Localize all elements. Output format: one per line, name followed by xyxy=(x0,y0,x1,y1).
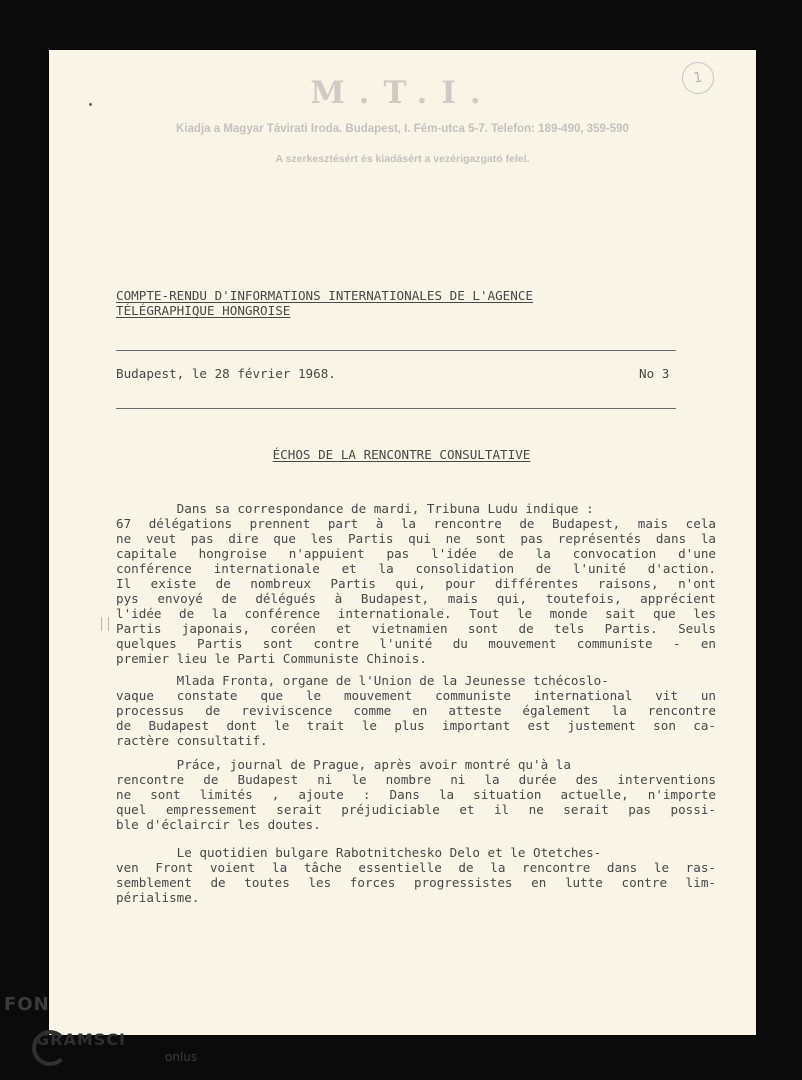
paragraph-2 xyxy=(116,673,716,748)
text-line: Partis japonais, coréen et vietnamien sont de tels Partis. Seuls xyxy=(116,621,716,636)
text-line: ven Front voient la tâche essentielle de la rencontre dans le ras- xyxy=(116,860,716,875)
text-line: périalisme. xyxy=(116,890,200,905)
letterhead-responsibility: A szerkesztésért és kiadásért a vezérigazgató felel. xyxy=(275,153,530,165)
text-line: conférence internationale et la consolidation de l'unité d'action. xyxy=(116,561,716,576)
document-title-line-1: COMPTE-RENDU D'INFORMATIONS INTERNATIONALES DE L'AGENCE xyxy=(116,288,534,303)
text-line: de Budapest dont le trait le plus important est justement son ca- xyxy=(116,718,716,733)
text-line: semblement de toutes les forces progressistes en lutte contre lim- xyxy=(116,875,716,890)
text-line: Dans sa correspondance de mardi, Tribuna Ludu indique : xyxy=(116,501,594,516)
text-line: quelques Partis sont contre l'unité du mouvement communiste - en xyxy=(116,636,716,651)
text-line: 67 délégations prennent part à la rencontre de Budapest, mais cela xyxy=(116,516,716,531)
document-title-line-2: TÉLÉGRAPHIQUE HONGROISE xyxy=(116,303,291,318)
text-line: vaque constate que le mouvement communiste international vit un xyxy=(116,688,716,703)
text-line: Mlada Fronta, organe de l'Union de la Jeunesse tchécoslo- xyxy=(116,673,609,688)
text-line: ractère consultatif. xyxy=(116,733,268,748)
text-line: ble d'éclaircir les doutes. xyxy=(116,817,321,832)
text-line: Le quotidien bulgare Rabotnitchesko Delo et le Otetches- xyxy=(116,845,602,860)
text-line: ne veut pas dire que les Partis qui ne sont pas représentés dans la xyxy=(116,531,716,546)
paragraph-4 xyxy=(116,845,716,905)
document-page xyxy=(49,50,756,1035)
text-line: ne sont limités , ajoute : Dans la situation actuelle, n'importe xyxy=(116,787,716,802)
watermark-fondazione: FON xyxy=(4,994,50,1015)
page-number-stamp: 1 xyxy=(680,60,716,96)
text-line: l'idée de la conférence internationale. Tout le monde sait que les xyxy=(116,606,716,621)
text-line: processus de reviviscence comme en atteste également la rencontre xyxy=(116,703,716,718)
text-line: Il existe de nombreux Partis qui, pour différentes raisons, n'ont xyxy=(116,576,716,591)
text-line: pys envoyé de délégués à Budapest, mais qui, toutefois, apprécient xyxy=(116,591,716,606)
rule-top xyxy=(116,350,676,351)
mti-logo: M.T.I. xyxy=(310,75,495,111)
text-line: Práce, journal de Prague, après avoir montré qu'à la xyxy=(116,757,571,772)
dateline: Budapest, le 28 février 1968. xyxy=(116,366,336,381)
text-line: quel empressement serait préjudiciable et il ne serait pas possi- xyxy=(116,802,716,817)
issue-number: No 3 xyxy=(639,366,670,381)
text-line: rencontre de Budapest ni le nombre ni la durée des interventions xyxy=(116,772,716,787)
letterhead-address: Kiadja a Magyar Távirati Iroda. Budapest, I. Fém-utca 5-7. Telefon: 189-490, 359-590 xyxy=(176,123,629,135)
watermark-onlus: onlus xyxy=(165,1050,198,1064)
text-line: premier lieu le Parti Communiste Chinois. xyxy=(116,651,427,666)
paragraph-1 xyxy=(116,501,716,666)
document-title xyxy=(116,288,533,318)
rule-bottom xyxy=(116,408,676,409)
text-line: capitale hongroise n'appuient pas l'idée de la convocation d'une xyxy=(116,546,716,561)
watermark-gramsci: GRAMSCI xyxy=(36,1030,126,1049)
paragraph-3 xyxy=(116,757,716,832)
article-heading: ÉCHOS DE LA RENCONTRE CONSULTATIVE xyxy=(272,447,531,462)
margin-mark xyxy=(101,617,109,631)
